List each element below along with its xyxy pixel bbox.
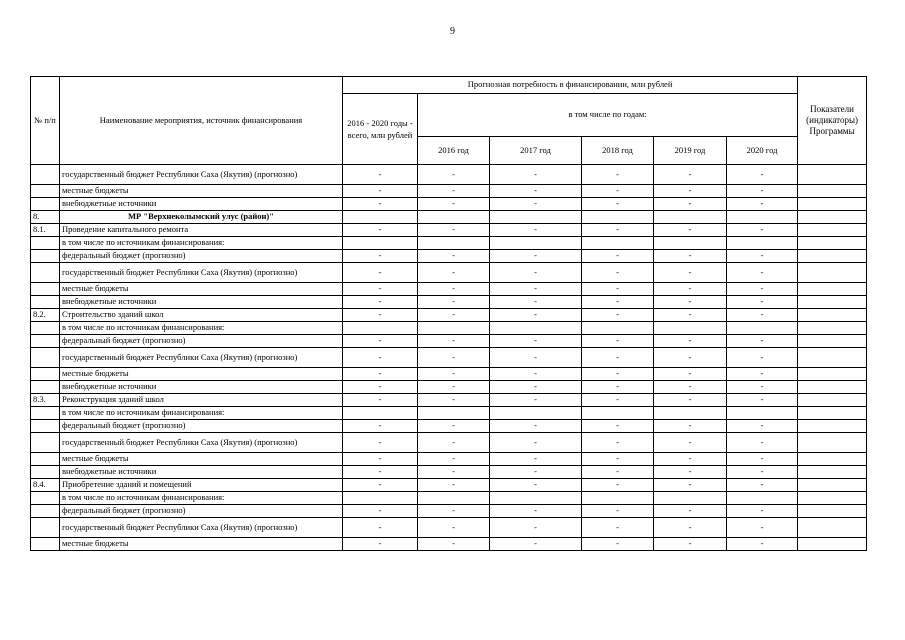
row-year-value: - bbox=[654, 518, 727, 538]
row-name: Приобретение зданий и помещений bbox=[60, 479, 343, 492]
row-total-value: - bbox=[343, 381, 418, 394]
row-year-value: - bbox=[654, 263, 727, 283]
row-year-value: - bbox=[418, 479, 490, 492]
row-number bbox=[31, 348, 60, 368]
row-year-value bbox=[654, 407, 727, 420]
row-indicator bbox=[798, 368, 867, 381]
row-year-value: - bbox=[490, 250, 582, 263]
row-total-value: - bbox=[343, 368, 418, 381]
table-row bbox=[31, 538, 867, 551]
row-total-value: - bbox=[343, 309, 418, 322]
header-by-years: в том числе по годам: bbox=[418, 94, 798, 137]
row-year-value bbox=[654, 237, 727, 250]
row-indicator bbox=[798, 198, 867, 211]
row-number bbox=[31, 296, 60, 309]
table-row bbox=[31, 335, 867, 348]
row-year-value: - bbox=[490, 368, 582, 381]
row-name: в том числе по источникам финансирования: bbox=[60, 492, 343, 505]
row-total-value: - bbox=[343, 538, 418, 551]
row-year-value: - bbox=[727, 479, 798, 492]
row-year-value: - bbox=[727, 518, 798, 538]
row-total-value: - bbox=[343, 466, 418, 479]
row-year-value bbox=[418, 237, 490, 250]
row-year-value: - bbox=[418, 394, 490, 407]
row-total-value: - bbox=[343, 185, 418, 198]
table-row bbox=[31, 479, 867, 492]
row-year-value: - bbox=[727, 433, 798, 453]
row-year-value: - bbox=[490, 198, 582, 211]
row-total-value: - bbox=[343, 433, 418, 453]
row-year-value: - bbox=[418, 309, 490, 322]
row-year-value: - bbox=[654, 283, 727, 296]
row-name: федеральный бюджет (прогнозно) bbox=[60, 335, 343, 348]
row-indicator bbox=[798, 538, 867, 551]
table-row bbox=[31, 348, 867, 368]
row-year-value: - bbox=[582, 263, 654, 283]
row-total-value: - bbox=[343, 479, 418, 492]
row-year-value: - bbox=[654, 420, 727, 433]
row-number bbox=[31, 538, 60, 551]
row-name: государственный бюджет Республики Саха (Якутия) (прогнозно) bbox=[60, 348, 343, 368]
row-year-value bbox=[654, 322, 727, 335]
row-number: 8. bbox=[31, 211, 60, 224]
table-row bbox=[31, 381, 867, 394]
row-year-value bbox=[418, 211, 490, 224]
row-year-value: - bbox=[727, 420, 798, 433]
row-year-value: - bbox=[582, 296, 654, 309]
row-year-value bbox=[418, 407, 490, 420]
row-year-value: - bbox=[582, 250, 654, 263]
row-year-value: - bbox=[418, 250, 490, 263]
row-year-value: - bbox=[418, 198, 490, 211]
row-year-value: - bbox=[582, 466, 654, 479]
table-row bbox=[31, 237, 867, 250]
table-body bbox=[31, 165, 867, 551]
row-name: местные бюджеты bbox=[60, 368, 343, 381]
row-total-value bbox=[343, 492, 418, 505]
row-year-value: - bbox=[490, 381, 582, 394]
table-row bbox=[31, 505, 867, 518]
row-year-value: - bbox=[654, 453, 727, 466]
row-year-value: - bbox=[727, 296, 798, 309]
row-year-value: - bbox=[582, 348, 654, 368]
table-row bbox=[31, 296, 867, 309]
row-year-value: - bbox=[727, 453, 798, 466]
row-indicator bbox=[798, 348, 867, 368]
row-indicator bbox=[798, 479, 867, 492]
row-indicator bbox=[798, 453, 867, 466]
row-year-value: - bbox=[654, 250, 727, 263]
row-year-value: - bbox=[418, 263, 490, 283]
row-number bbox=[31, 165, 60, 185]
row-year-value: - bbox=[654, 309, 727, 322]
page-number: 9 bbox=[450, 26, 455, 37]
table-row bbox=[31, 453, 867, 466]
row-indicator bbox=[798, 518, 867, 538]
row-year-value: - bbox=[490, 466, 582, 479]
row-number: 8.2. bbox=[31, 309, 60, 322]
table-row bbox=[31, 420, 867, 433]
row-year-value: - bbox=[490, 394, 582, 407]
row-indicator bbox=[798, 433, 867, 453]
row-year-value bbox=[582, 237, 654, 250]
row-number bbox=[31, 518, 60, 538]
table-row bbox=[31, 466, 867, 479]
row-year-value bbox=[582, 492, 654, 505]
row-indicator bbox=[798, 224, 867, 237]
row-indicator bbox=[798, 335, 867, 348]
header-num: № п/п bbox=[31, 77, 60, 165]
row-year-value: - bbox=[490, 309, 582, 322]
row-year-value bbox=[582, 407, 654, 420]
row-total-value: - bbox=[343, 505, 418, 518]
row-year-value: - bbox=[582, 538, 654, 551]
row-year-value bbox=[727, 322, 798, 335]
row-year-value: - bbox=[490, 453, 582, 466]
row-year-value bbox=[654, 492, 727, 505]
row-year-value: - bbox=[654, 296, 727, 309]
row-year-value bbox=[654, 211, 727, 224]
row-name: внебюджетные источники bbox=[60, 466, 343, 479]
row-name: государственный бюджет Республики Саха (Якутия) (прогнозно) bbox=[60, 518, 343, 538]
row-year-value: - bbox=[418, 283, 490, 296]
row-year-value: - bbox=[654, 538, 727, 551]
row-total-value: - bbox=[343, 335, 418, 348]
row-year-value bbox=[418, 322, 490, 335]
row-year-value: - bbox=[582, 165, 654, 185]
row-indicator bbox=[798, 237, 867, 250]
row-name: Реконструкция зданий школ bbox=[60, 394, 343, 407]
row-total-value: - bbox=[343, 165, 418, 185]
row-indicator bbox=[798, 263, 867, 283]
row-total-value: - bbox=[343, 296, 418, 309]
row-year-value: - bbox=[582, 433, 654, 453]
row-total-value bbox=[343, 322, 418, 335]
row-year-value: - bbox=[727, 198, 798, 211]
row-year-value: - bbox=[490, 348, 582, 368]
row-total-value: - bbox=[343, 348, 418, 368]
row-number bbox=[31, 466, 60, 479]
row-year-value: - bbox=[490, 185, 582, 198]
row-year-value: - bbox=[582, 368, 654, 381]
table-row bbox=[31, 283, 867, 296]
row-year-value: - bbox=[490, 505, 582, 518]
row-indicator bbox=[798, 283, 867, 296]
row-year-value: - bbox=[582, 335, 654, 348]
row-year-value: - bbox=[490, 420, 582, 433]
row-number bbox=[31, 185, 60, 198]
row-year-value: - bbox=[490, 335, 582, 348]
financing-table bbox=[30, 76, 867, 551]
row-name: федеральный бюджет (прогнозно) bbox=[60, 505, 343, 518]
row-indicator bbox=[798, 381, 867, 394]
table-row bbox=[31, 211, 867, 224]
row-name: внебюджетные источники bbox=[60, 198, 343, 211]
row-year-value: - bbox=[582, 381, 654, 394]
row-year-value: - bbox=[490, 224, 582, 237]
row-year-value: - bbox=[490, 283, 582, 296]
header-financing: Прогнозная потребность в финансировании, млн рублей bbox=[343, 77, 798, 94]
row-year-value: - bbox=[727, 263, 798, 283]
header-total: 2016 - 2020 годы - всего, млн рублей bbox=[343, 94, 418, 165]
row-year-value: - bbox=[582, 518, 654, 538]
row-year-value: - bbox=[727, 283, 798, 296]
row-year-value: - bbox=[582, 394, 654, 407]
row-indicator bbox=[798, 309, 867, 322]
row-indicator bbox=[798, 407, 867, 420]
row-name: государственный бюджет Республики Саха (Якутия) (прогнозно) bbox=[60, 165, 343, 185]
row-year-value bbox=[490, 492, 582, 505]
row-name: федеральный бюджет (прогнозно) bbox=[60, 420, 343, 433]
header-year: 2018 год bbox=[582, 137, 654, 165]
table-row bbox=[31, 185, 867, 198]
row-total-value: - bbox=[343, 394, 418, 407]
row-year-value bbox=[418, 492, 490, 505]
row-year-value bbox=[490, 211, 582, 224]
table-row bbox=[31, 492, 867, 505]
row-name: государственный бюджет Республики Саха (Якутия) (прогнозно) bbox=[60, 263, 343, 283]
row-name: местные бюджеты bbox=[60, 283, 343, 296]
header-name: Наименование мероприятия, источник финансирования bbox=[60, 77, 343, 165]
row-year-value: - bbox=[490, 518, 582, 538]
row-indicator bbox=[798, 250, 867, 263]
row-name: местные бюджеты bbox=[60, 453, 343, 466]
table-row bbox=[31, 368, 867, 381]
row-year-value: - bbox=[582, 224, 654, 237]
row-number: 8.1. bbox=[31, 224, 60, 237]
row-year-value: - bbox=[418, 505, 490, 518]
row-indicator bbox=[798, 165, 867, 185]
row-year-value: - bbox=[654, 479, 727, 492]
row-total-value bbox=[343, 407, 418, 420]
row-name: в том числе по источникам финансирования: bbox=[60, 322, 343, 335]
row-year-value: - bbox=[418, 224, 490, 237]
row-number: 8.3. bbox=[31, 394, 60, 407]
row-year-value: - bbox=[490, 263, 582, 283]
row-year-value: - bbox=[654, 505, 727, 518]
row-number bbox=[31, 420, 60, 433]
row-year-value: - bbox=[654, 165, 727, 185]
row-year-value: - bbox=[727, 165, 798, 185]
row-name: в том числе по источникам финансирования: bbox=[60, 237, 343, 250]
row-total-value bbox=[343, 237, 418, 250]
row-number bbox=[31, 433, 60, 453]
header-indicators: Показатели (индикаторы) Программы bbox=[798, 77, 867, 165]
row-year-value: - bbox=[654, 381, 727, 394]
row-year-value: - bbox=[418, 538, 490, 551]
row-year-value bbox=[490, 237, 582, 250]
row-name: внебюджетные источники bbox=[60, 296, 343, 309]
row-total-value: - bbox=[343, 263, 418, 283]
row-name: Проведение капитального ремонта bbox=[60, 224, 343, 237]
row-name: местные бюджеты bbox=[60, 185, 343, 198]
table-row bbox=[31, 309, 867, 322]
row-number bbox=[31, 368, 60, 381]
row-name: МР "Верхнеколымский улус (район)" bbox=[60, 211, 343, 224]
row-indicator bbox=[798, 466, 867, 479]
row-year-value: - bbox=[418, 185, 490, 198]
row-year-value: - bbox=[654, 335, 727, 348]
row-year-value: - bbox=[490, 165, 582, 185]
row-name: Строительство зданий школ bbox=[60, 309, 343, 322]
row-indicator bbox=[798, 394, 867, 407]
row-year-value: - bbox=[582, 453, 654, 466]
row-year-value: - bbox=[582, 420, 654, 433]
row-number bbox=[31, 237, 60, 250]
row-year-value: - bbox=[654, 224, 727, 237]
row-year-value: - bbox=[727, 505, 798, 518]
row-year-value: - bbox=[582, 309, 654, 322]
row-year-value: - bbox=[418, 296, 490, 309]
table-row bbox=[31, 394, 867, 407]
row-total-value: - bbox=[343, 198, 418, 211]
row-year-value: - bbox=[727, 250, 798, 263]
row-year-value: - bbox=[582, 505, 654, 518]
row-number bbox=[31, 407, 60, 420]
row-year-value: - bbox=[654, 466, 727, 479]
row-year-value bbox=[727, 211, 798, 224]
row-year-value: - bbox=[654, 433, 727, 453]
row-year-value bbox=[490, 407, 582, 420]
row-year-value: - bbox=[582, 198, 654, 211]
row-number bbox=[31, 250, 60, 263]
row-year-value: - bbox=[727, 368, 798, 381]
row-year-value: - bbox=[418, 165, 490, 185]
row-year-value bbox=[727, 492, 798, 505]
header-year: 2016 год bbox=[418, 137, 490, 165]
table-row bbox=[31, 263, 867, 283]
table-row bbox=[31, 433, 867, 453]
row-year-value: - bbox=[418, 518, 490, 538]
row-year-value: - bbox=[727, 185, 798, 198]
row-year-value bbox=[727, 237, 798, 250]
row-total-value: - bbox=[343, 224, 418, 237]
row-indicator bbox=[798, 505, 867, 518]
row-year-value: - bbox=[490, 479, 582, 492]
row-year-value: - bbox=[582, 185, 654, 198]
row-year-value: - bbox=[727, 381, 798, 394]
header-year: 2017 год bbox=[490, 137, 582, 165]
row-year-value: - bbox=[418, 335, 490, 348]
row-year-value bbox=[582, 211, 654, 224]
row-total-value bbox=[343, 211, 418, 224]
row-total-value: - bbox=[343, 250, 418, 263]
row-year-value: - bbox=[582, 283, 654, 296]
row-total-value: - bbox=[343, 453, 418, 466]
row-year-value: - bbox=[418, 420, 490, 433]
row-number bbox=[31, 335, 60, 348]
row-name: в том числе по источникам финансирования: bbox=[60, 407, 343, 420]
row-year-value: - bbox=[490, 538, 582, 551]
row-year-value: - bbox=[654, 368, 727, 381]
row-name: местные бюджеты bbox=[60, 538, 343, 551]
row-year-value: - bbox=[654, 198, 727, 211]
row-year-value: - bbox=[418, 368, 490, 381]
row-year-value: - bbox=[727, 224, 798, 237]
row-year-value: - bbox=[418, 433, 490, 453]
row-number bbox=[31, 198, 60, 211]
row-year-value: - bbox=[727, 309, 798, 322]
row-total-value: - bbox=[343, 420, 418, 433]
row-indicator bbox=[798, 185, 867, 198]
row-year-value: - bbox=[727, 466, 798, 479]
row-year-value: - bbox=[418, 348, 490, 368]
row-number bbox=[31, 263, 60, 283]
table-row bbox=[31, 322, 867, 335]
table-row bbox=[31, 407, 867, 420]
row-year-value: - bbox=[727, 394, 798, 407]
row-indicator bbox=[798, 322, 867, 335]
row-indicator bbox=[798, 211, 867, 224]
row-number bbox=[31, 322, 60, 335]
table-row bbox=[31, 250, 867, 263]
row-year-value: - bbox=[490, 433, 582, 453]
row-indicator bbox=[798, 296, 867, 309]
row-name: внебюджетные источники bbox=[60, 381, 343, 394]
row-year-value: - bbox=[654, 348, 727, 368]
table-row bbox=[31, 198, 867, 211]
row-year-value: - bbox=[654, 394, 727, 407]
row-name: федеральный бюджет (прогнозно) bbox=[60, 250, 343, 263]
row-year-value bbox=[490, 322, 582, 335]
row-number bbox=[31, 283, 60, 296]
row-year-value bbox=[582, 322, 654, 335]
row-indicator bbox=[798, 492, 867, 505]
row-name: государственный бюджет Республики Саха (Якутия) (прогнозно) bbox=[60, 433, 343, 453]
row-indicator bbox=[798, 420, 867, 433]
row-number bbox=[31, 492, 60, 505]
table-row bbox=[31, 165, 867, 185]
row-total-value: - bbox=[343, 283, 418, 296]
row-number: 8.4. bbox=[31, 479, 60, 492]
row-year-value: - bbox=[418, 381, 490, 394]
row-number bbox=[31, 453, 60, 466]
row-year-value bbox=[727, 407, 798, 420]
table-row bbox=[31, 224, 867, 237]
header-year: 2020 год bbox=[727, 137, 798, 165]
row-year-value: - bbox=[727, 348, 798, 368]
row-year-value: - bbox=[727, 335, 798, 348]
row-total-value: - bbox=[343, 518, 418, 538]
row-year-value: - bbox=[582, 479, 654, 492]
row-number bbox=[31, 505, 60, 518]
row-year-value: - bbox=[490, 296, 582, 309]
row-number bbox=[31, 381, 60, 394]
row-year-value: - bbox=[418, 466, 490, 479]
row-year-value: - bbox=[654, 185, 727, 198]
header-year: 2019 год bbox=[654, 137, 727, 165]
row-year-value: - bbox=[418, 453, 490, 466]
row-year-value: - bbox=[727, 538, 798, 551]
table-row bbox=[31, 518, 867, 538]
